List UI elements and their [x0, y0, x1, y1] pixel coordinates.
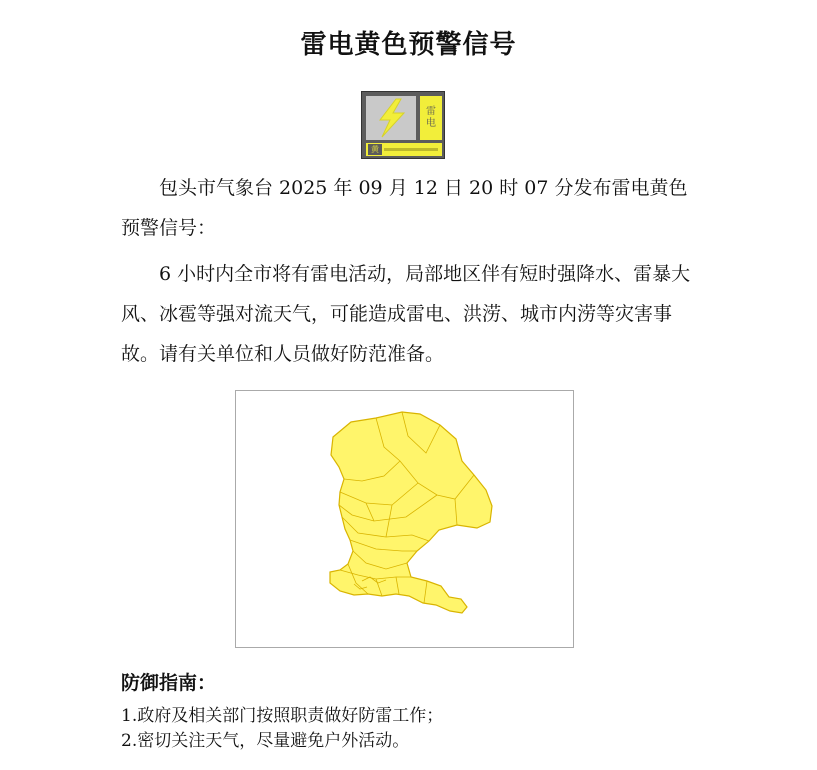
signal-color-badge: 黄 — [368, 144, 382, 155]
guide-item-1: 1.政府及相关部门按照职责做好防雷工作； — [121, 706, 444, 726]
issue-paragraph — [121, 168, 693, 248]
guide-item-2: 2.密切关注天气，尽量避免户外活动。 — [121, 731, 410, 751]
forecast-paragraph — [121, 254, 693, 374]
region-outline — [330, 412, 492, 613]
forecast-text: 6 小时内全市将有雷电活动，局部地区伴有短时强降水、雷暴大风、冰雹等强对流天气，可能造成雷电、洪涝、城市内涝等灾害事故。请有关单位和人员做好防范准备。 — [121, 263, 691, 365]
signal-type-label — [420, 96, 442, 140]
lightning-yellow-warning-icon — [361, 91, 445, 159]
signal-label-top: 雷 — [426, 106, 436, 117]
signal-bottom-bar — [366, 143, 442, 156]
signal-caption — [384, 145, 438, 157]
lightning-bolt-icon — [366, 96, 416, 140]
page-title: 雷电黄色预警信号 — [300, 30, 517, 60]
issue-text: 包头市气象台 2025 年 09 月 12 日 20 时 07 分发布雷电黄色预警信号： — [121, 177, 688, 239]
warning-area-map — [235, 390, 574, 648]
signal-label-bottom: 电 — [426, 118, 436, 129]
region-map-graphic — [236, 391, 573, 647]
defense-guide-title: 防御指南： — [121, 672, 217, 694]
